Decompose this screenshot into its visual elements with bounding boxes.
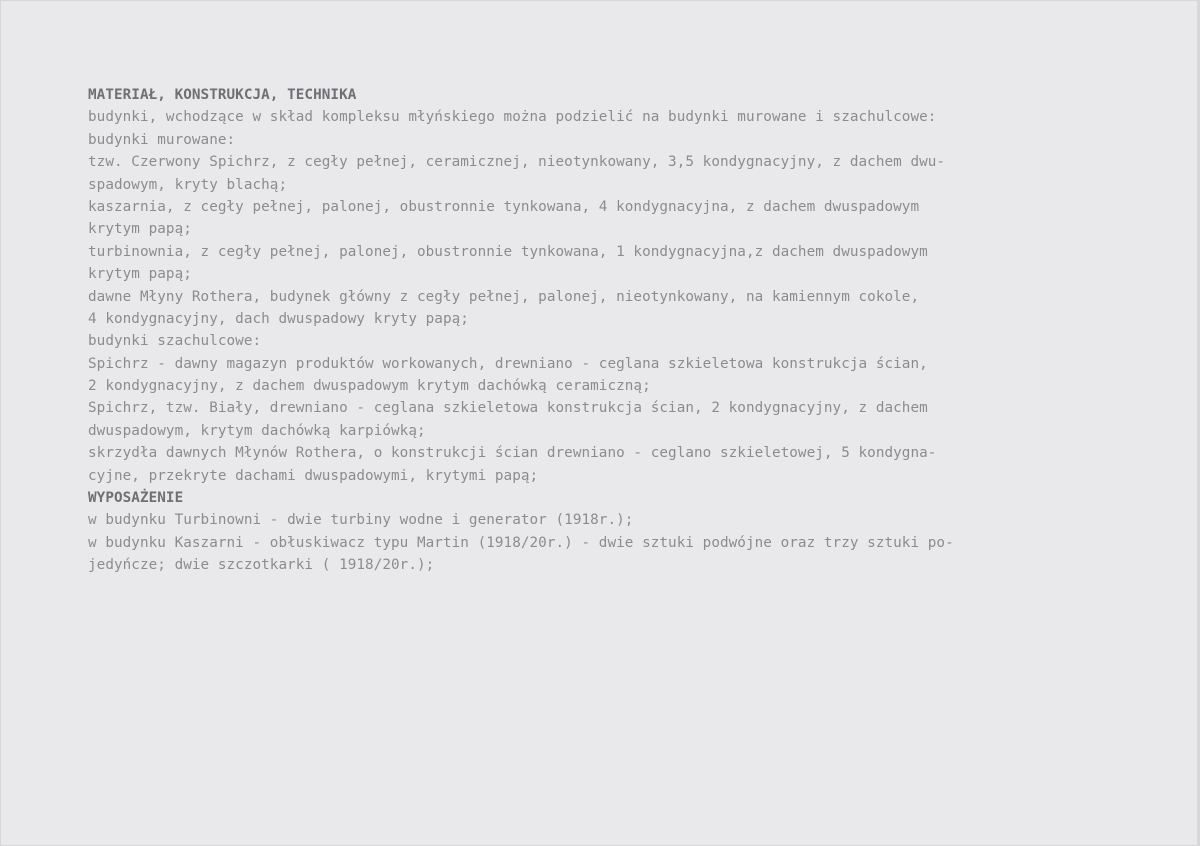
text-line: dawne Młyny Rothera, budynek główny z cegły pełnej, palonej, nieotynkowany, na kamiennym cokole,	[88, 288, 920, 305]
section-heading: MATERIAŁ, KONSTRUKCJA, TECHNIKA	[88, 87, 357, 103]
text-line: kaszarnia, z cegły pełnej, palonej, obustronnie tynkowana, 4 kondygnacyjna, z dachem dwuspadowym	[88, 198, 920, 215]
text-line: krytym papą;	[88, 221, 192, 238]
text-line: Spichrz - dawny magazyn produktów workowanych, drewniano - ceglana szkieletowa konstrukcja ścian,	[88, 355, 928, 372]
text-line: turbinownia, z cegły pełnej, palonej, obustronnie tynkowana, 1 kondygnacyjna,z dachem dwuspadowym	[88, 243, 928, 260]
text-line: 2 kondygnacyjny, z dachem dwuspadowym krytym dachówką ceramiczną;	[88, 378, 651, 395]
text-line: skrzydła dawnych Młynów Rothera, o konstrukcji ścian drewniano - ceglano szkieletowej, 5 kondygna-	[88, 445, 937, 462]
text-line: w budynku Turbinowni - dwie turbiny wodne i generator (1918r.);	[88, 512, 634, 529]
text-line: budynki szachulcowe:	[88, 333, 262, 350]
typewritten-text-block	[88, 84, 1108, 577]
text-line: budynki murowane:	[88, 131, 236, 148]
text-line: w budynku Kaszarni - obłuskiwacz typu Martin (1918/20r.) - dwie sztuki podwójne oraz trzy sztuki po-	[88, 534, 954, 551]
text-line: Spichrz, tzw. Biały, drewniano - ceglana szkieletowa konstrukcja ścian, 2 kondygnacyjny, z dachem	[88, 400, 928, 417]
text-line: 4 kondygnacyjny, dach dwuspadowy kryty papą;	[88, 310, 469, 327]
text-line: krytym papą;	[88, 266, 192, 283]
text-line: cyjne, przekryte dachami dwuspadowymi, krytymi papą;	[88, 467, 539, 484]
text-line: jedyńcze; dwie szczotkarki ( 1918/20r.);	[88, 557, 435, 574]
text-line: dwuspadowym, krytym dachówką karpiówką;	[88, 422, 426, 439]
text-line: spadowym, kryty blachą;	[88, 176, 288, 193]
text-line: tzw. Czerwony Spichrz, z cegły pełnej, ceramicznej, nieotynkowany, 3,5 kondygnacyjny, z dachem dwu-	[88, 154, 946, 171]
section-heading: WYPOSAŻENIE	[88, 490, 184, 507]
text-line: budynki, wchodzące w skład kompleksu młyńskiego można podzielić na budynki murowane i szachulcowe:	[88, 109, 937, 126]
